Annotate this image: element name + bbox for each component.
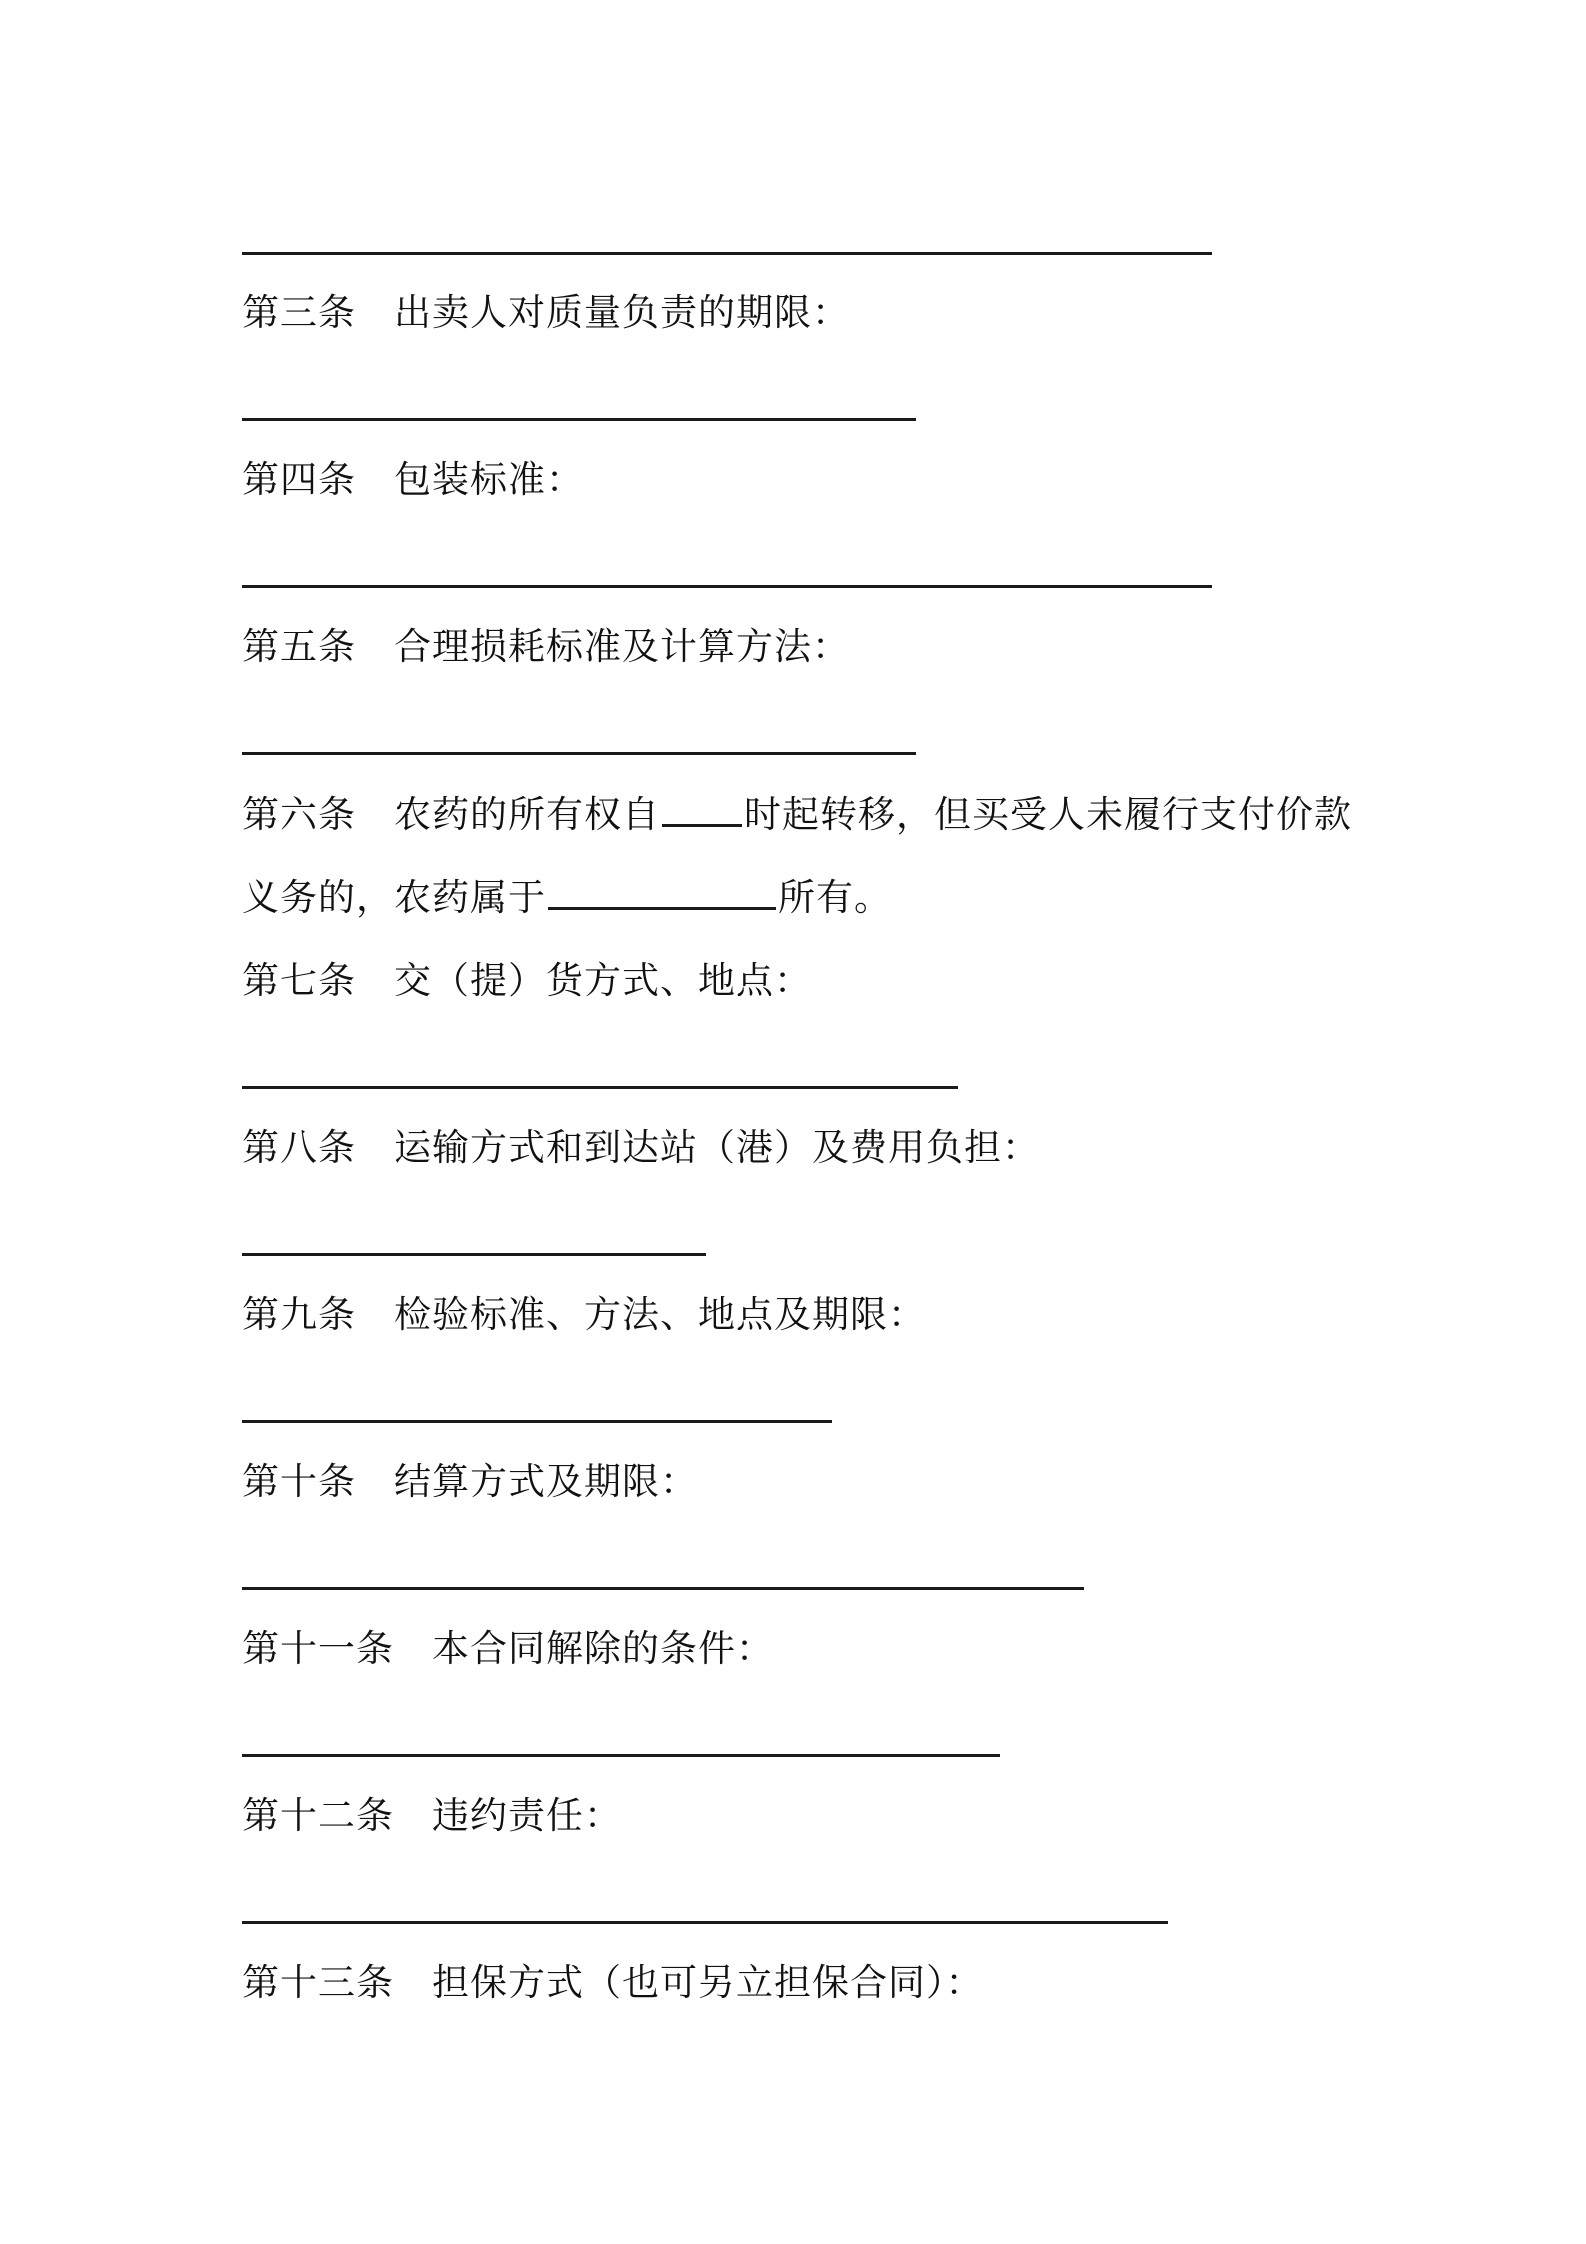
fill-in-line[interactable] <box>242 585 1212 588</box>
clause-number: 第十一条 <box>242 1627 394 1670</box>
blank-field[interactable] <box>548 899 776 910</box>
clause-text: 检验标准、方法、地点及期限： <box>394 1293 926 1336</box>
fill-in-line[interactable] <box>242 1086 958 1089</box>
clause-text: 结算方式及期限： <box>394 1460 698 1503</box>
clause-4 <box>242 455 584 505</box>
clause-5 <box>242 622 850 672</box>
clause-number: 第三条 <box>242 291 356 334</box>
clause-3 <box>242 288 850 338</box>
clause-text: 违约责任： <box>432 1794 622 1837</box>
clause-number: 第十三条 <box>242 1961 394 2004</box>
clause-number: 第十二条 <box>242 1794 394 1837</box>
fill-in-line[interactable] <box>242 1587 1084 1590</box>
clause-13 <box>242 1958 984 2008</box>
clause-text: 所有。 <box>778 876 892 919</box>
fill-in-line[interactable] <box>242 1921 1168 1924</box>
fill-in-line[interactable] <box>242 1253 706 1256</box>
clause-number: 第十条 <box>242 1460 356 1503</box>
clause-text: 义务的，农药属于 <box>242 876 546 919</box>
clause-text: 本合同解除的条件： <box>432 1627 774 1670</box>
blank-field[interactable] <box>662 816 742 827</box>
fill-in-line[interactable] <box>242 752 916 755</box>
clause-6-continued <box>242 873 892 923</box>
clause-number: 第九条 <box>242 1293 356 1336</box>
clause-12 <box>242 1791 622 1841</box>
clause-9 <box>242 1290 926 1340</box>
clause-text: 交（提）货方式、地点： <box>394 959 812 1002</box>
clause-number: 第四条 <box>242 458 356 501</box>
clause-text: 担保方式（也可另立担保合同）： <box>432 1961 984 2004</box>
clause-number: 第七条 <box>242 959 356 1002</box>
clause-11 <box>242 1624 774 1674</box>
fill-in-line[interactable] <box>242 418 916 421</box>
clause-text: 农药的所有权自 <box>394 793 660 836</box>
clause-10 <box>242 1457 698 1507</box>
clause-6 <box>242 790 1352 840</box>
clause-text: 出卖人对质量负责的期限： <box>394 291 850 334</box>
clause-number: 第六条 <box>242 793 356 836</box>
fill-in-line[interactable] <box>242 1754 1000 1757</box>
clause-text: 时起转移，但买受人未履行支付价款 <box>744 793 1352 836</box>
clause-7 <box>242 956 812 1006</box>
fill-in-line[interactable] <box>242 1420 832 1423</box>
fill-in-line[interactable] <box>242 252 1212 255</box>
clause-text: 运输方式和到达站（港）及费用负担： <box>394 1126 1040 1169</box>
clause-text: 合理损耗标准及计算方法： <box>394 625 850 668</box>
clause-8 <box>242 1123 1040 1173</box>
clause-number: 第五条 <box>242 625 356 668</box>
clause-number: 第八条 <box>242 1126 356 1169</box>
clause-text: 包装标准： <box>394 458 584 501</box>
